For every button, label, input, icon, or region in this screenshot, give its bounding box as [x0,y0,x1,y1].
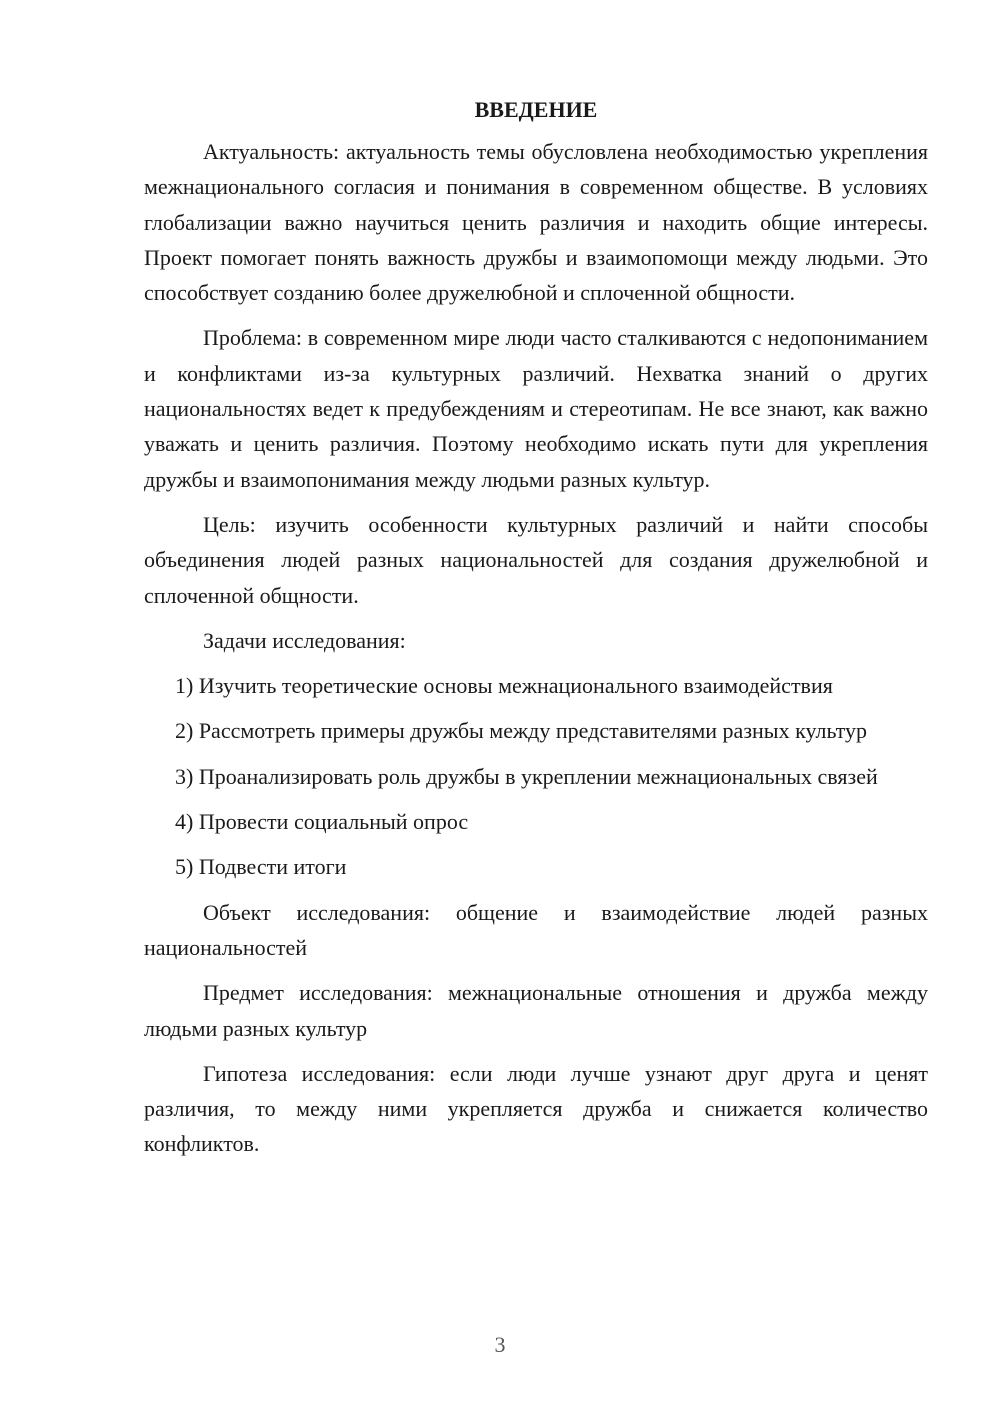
page-number: 3 [494,1332,506,1357]
relevance-paragraph: Актуальность: актуальность темы обусловлена необходимостью укрепления межнационального согласия и понимания в современном обществе. В условиях глобализации важно научиться ценить различия и находить общие интересы. Проект помогает понять важность дружбы и взаимопомощи между людьми. Это способствует созданию более дружелюбной и сплоченной общности. [144,139,928,306]
problem-paragraph: Проблема: в современном мире люди часто сталкиваются с недопониманием и конфликтами из-за культурных различий. Нехватка знаний о других национальностях ведет к предубеждениям и стереотипам. Не все знают, как важно уважать и ценить различия. Поэтому необходимо искать пути для укрепления дружбы и взаимопонимания между людьми разных культур. [144,325,928,492]
goal-paragraph: Цель: изучить особенности культурных различий и найти способы объединения людей разных национальностей для создания дружелюбной и сплоченной общности. [144,511,928,608]
task-item-4: 4) Провести социальный опрос [175,809,469,835]
object-paragraph: Объект исследования: общение и взаимодействие людей разных национальностей [144,899,928,960]
task-item-5: 5) Подвести итоги [175,854,347,880]
document-page [144,92,928,1172]
task-item-2: 2) Рассмотреть примеры дружбы между представителями разных культур [175,718,867,744]
hypothesis-paragraph: Гипотеза исследования: если люди лучше узнают друг друга и ценят различия, то между ними укрепляется дружба и снижается количество конфликтов. [144,1060,928,1157]
task-item-3: 3) Проанализировать роль дружбы в укреплении межнациональных связей [175,763,878,789]
tasks-heading: Задачи исследования: [203,627,406,653]
subject-paragraph: Предмет исследования: межнациональные отношения и дружба между людьми разных культур [144,980,928,1041]
task-item-1: 1) Изучить теоретические основы межнационального взаимодействия [175,673,833,699]
page-title: ВВЕДЕНИЕ [474,97,598,122]
